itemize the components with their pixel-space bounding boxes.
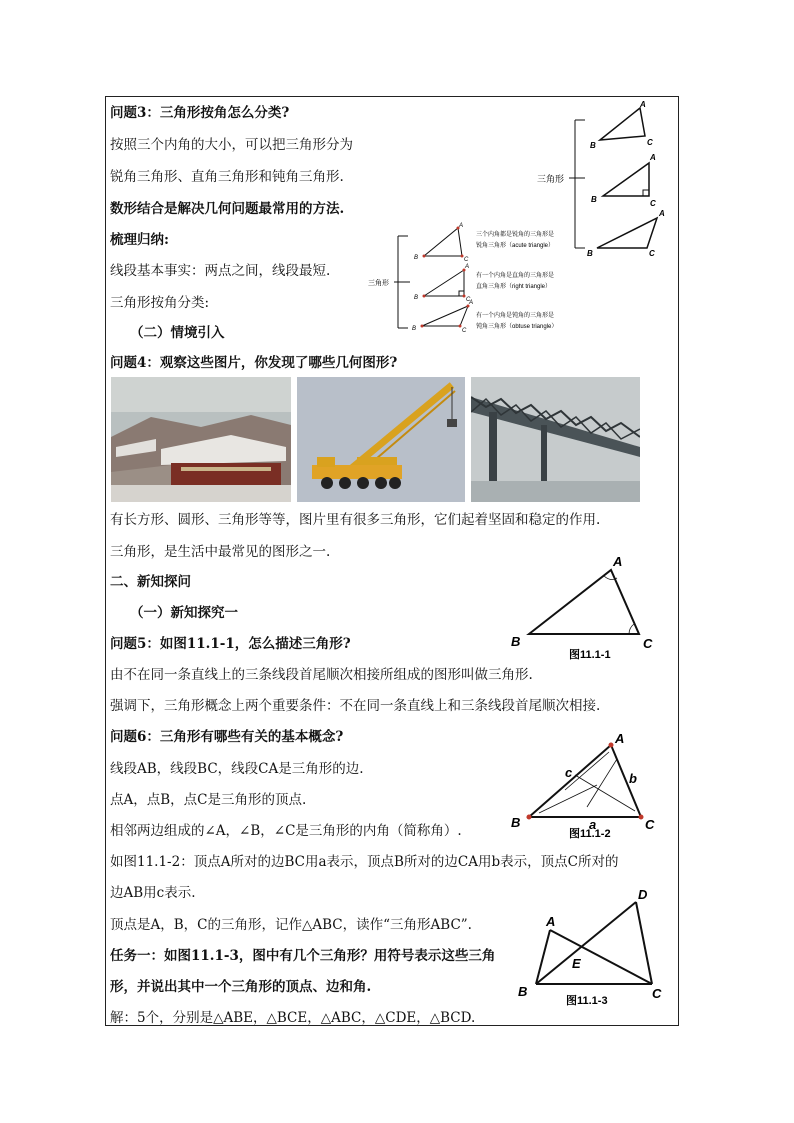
fig1-label-a: A (613, 554, 623, 569)
q3-answer-2: 锐角三角形、直角三角形和钝角三角形. (110, 169, 344, 185)
svg-text:B: B (414, 295, 419, 301)
triangle-notation-line: 顶点是A，B，C的三角形，记作△ABC，读作“三角形ABC”. (110, 917, 472, 933)
palace-photo (111, 377, 291, 502)
svg-text:C: C (647, 138, 653, 147)
question-4: 问题4：观察这些图片，你发现了哪些几何图形? (110, 355, 398, 371)
task-1-line-1: 任务一：如图11.1-3，图中有几个三角形？用符号表示这些三角 (110, 948, 496, 964)
svg-text:D: D (638, 887, 648, 902)
svg-text:A: A (546, 914, 556, 929)
svg-text:a: a (589, 817, 597, 832)
svg-text:三个内角都是锐角的三角形是: 三个内角都是锐角的三角形是 (476, 232, 555, 238)
svg-text:A: A (469, 300, 474, 306)
fig2-caption: 图11.1-2 (569, 828, 611, 840)
fig3-caption: 图11.1-3 (566, 995, 608, 1007)
svg-text:B: B (412, 326, 417, 332)
segment-fact: 线段基本事实：两点之间，线段最短. (110, 263, 331, 279)
q4-answer: 有长方形、圆形、三角形等等，图片里有很多三角形，它们起着坚固和稳定的作用. (110, 512, 601, 528)
explore-1-heading: （一）新知探究一 (130, 605, 238, 621)
question-3: 问题3：三角形按角怎么分类? (110, 105, 290, 121)
task-1-line-2: 形，并说出其中一个三角形的顶点、边和角. (110, 979, 372, 995)
question-6: 问题6：三角形有哪些有关的基本概念? (110, 729, 344, 745)
crane-photo (297, 377, 465, 502)
task-1-answer: 解：5个，分别是△ABE，△BCE，△ABC，△CDE，△BCD. (110, 1010, 476, 1026)
figure-11-1-2 (505, 725, 665, 843)
svg-text:B: B (587, 249, 593, 258)
svg-text:直角三角形（right triangle）: 直角三角形（right triangle） (476, 284, 552, 290)
classification-figure-mid (368, 218, 578, 336)
svg-text:B: B (414, 255, 419, 261)
svg-text:A: A (615, 731, 625, 746)
classify-root-label: 三角形 (537, 174, 565, 184)
classify-by-angle: 三角形按角分类: (110, 295, 210, 311)
figure-11-1-1 (505, 550, 665, 665)
svg-text:C: C (464, 257, 469, 263)
svg-text:B: B (518, 984, 528, 999)
svg-text:c: c (565, 765, 573, 780)
angles-line: 相邻两边组成的∠A，∠B，∠C是三角形的内角（简称角）. (110, 823, 462, 839)
svg-text:A: A (640, 100, 646, 109)
section-scenario: （二）情境引入 (130, 325, 225, 341)
svg-text:A: A (659, 209, 665, 218)
svg-text:C: C (466, 297, 471, 303)
svg-text:有一个内角是直角的三角形是: 有一个内角是直角的三角形是 (476, 273, 555, 279)
svg-text:b: b (629, 771, 637, 786)
svg-text:锐角三角形（acute triangle）: 锐角三角形（acute triangle） (476, 243, 555, 249)
svg-text:B: B (591, 195, 597, 204)
side-notation-line-2: 边AB用c表示. (110, 885, 196, 901)
figure-11-1-3 (510, 882, 670, 1010)
fig1-caption: 图11.1-1 (569, 649, 611, 661)
svg-text:B: B (511, 815, 521, 830)
svg-text:C: C (645, 817, 655, 832)
svg-text:A: A (459, 223, 464, 229)
fig1-label-c: C (643, 636, 653, 651)
question-5: 问题5：如图11.1-1，怎么描述三角形? (110, 636, 351, 652)
q4-answer-2: 三角形，是生活中最常见的图形之一. (110, 544, 331, 560)
triangle-definition: 由不在同一条直线上的三条线段首尾顺次相接所组成的图形叫做三角形. (110, 667, 533, 683)
svg-text:C: C (649, 249, 655, 258)
svg-text:A: A (465, 264, 470, 270)
classify-mid-root: 三角形 (368, 280, 389, 287)
svg-text:有一个内角是钝角的三角形是: 有一个内角是钝角的三角形是 (476, 313, 555, 319)
svg-text:B: B (590, 141, 596, 150)
svg-text:C: C (462, 328, 467, 334)
vertices-line: 点A，点B，点C是三角形的顶点. (110, 792, 307, 808)
svg-text:A: A (650, 153, 656, 162)
fig1-label-b: B (511, 634, 521, 649)
svg-text:C: C (652, 986, 662, 1001)
bridge-photo (471, 377, 640, 502)
svg-text:钝角三角形（obtuse triangle）: 钝角三角形（obtuse triangle） (476, 324, 558, 330)
emphasis-conditions: 强调下，三角形概念上两个重要条件：不在同一条直线上和三条线段首尾顺次相接. (110, 698, 601, 714)
side-notation-line: 如图11.1-2：顶点A所对的边BC用a表示，顶点B所对的边CA用b表示，顶点C所对的 (110, 854, 619, 870)
q3-answer-3: 数形结合是解决几何问题最常用的方法. (110, 201, 345, 217)
summary-heading: 梳理归纳: (110, 232, 169, 248)
svg-text:C: C (650, 199, 656, 208)
q3-answer-1: 按照三个内角的大小，可以把三角形分为 (110, 137, 353, 153)
sides-line: 线段AB，线段BC，线段CA是三角形的边. (110, 761, 364, 777)
part-2-heading: 二、新知探问 (110, 574, 191, 590)
svg-text:E: E (572, 956, 581, 971)
